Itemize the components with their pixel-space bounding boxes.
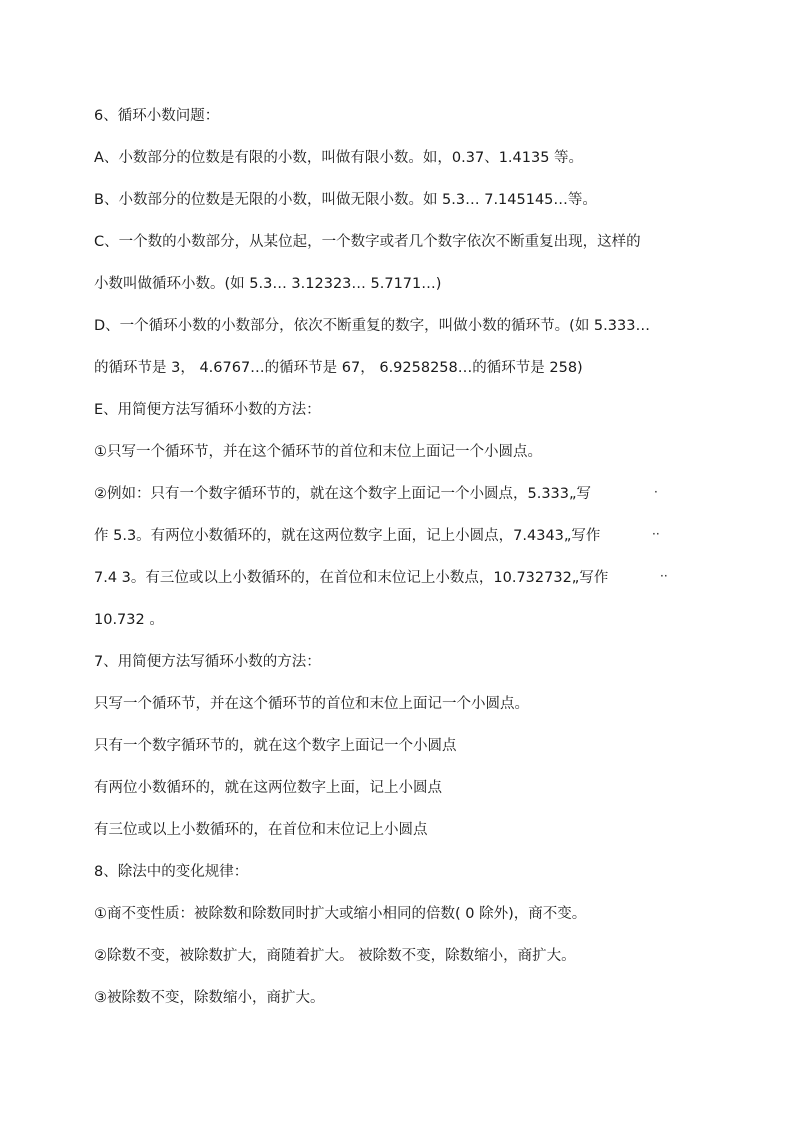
recurring-dot-mark: · [654, 485, 658, 499]
paragraph-b: B、小数部分的位数是无限的小数，叫做无限小数。如 5.3… 7.145145…等。 [94, 192, 597, 208]
item-e-2-line2: 作 5.3。有两位小数循环的，就在这两位数字上面，记上小圆点，7.4343„写作 [94, 528, 601, 544]
rule-8-2: ②除数不变，被除数扩大，商随着扩大。 被除数不变，除数缩小，商扩大。 [94, 948, 576, 964]
rule-7-3: 有两位小数循环的，就在这两位数字上面，记上小圆点 [94, 780, 442, 796]
item-e-2-line4: 10.732 。 [94, 612, 164, 628]
paragraph-c-line2: 小数叫做循环小数。(如 5.3… 3.12323… 5.7171…) [94, 276, 442, 292]
rule-7-4: 有三位或以上小数循环的，在首位和末位记上小圆点 [94, 822, 428, 838]
item-e-2-line1: ②例如：只有一个数字循环节的，就在这个数字上面记一个小圆点，5.333„写 [94, 486, 592, 502]
heading-e: E、用简便方法写循环小数的方法： [94, 402, 321, 418]
heading-6: 6、循环小数问题： [94, 108, 220, 124]
item-e-2-line3: 7.4 3。有三位或以上小数循环的，在首位和末位记上小数点，10.732732„写作 [94, 570, 609, 586]
paragraph-d-line2: 的循环节是 3， 4.6767…的循环节是 67， 6.9258258…的循环节是 258) [94, 360, 583, 376]
paragraph-d-line1: D、一个循环小数的小数部分，依次不断重复的数字，叫做小数的循环节。(如 5.333… [94, 318, 650, 334]
recurring-dot-mark: ·· [652, 527, 660, 541]
heading-8: 8、除法中的变化规律： [94, 864, 249, 880]
paragraph-a: A、小数部分的位数是有限的小数，叫做有限小数。如，0.37、1.4135 等。 [94, 150, 584, 166]
item-e-1: ①只写一个循环节，并在这个循环节的首位和末位上面记一个小圆点。 [94, 444, 542, 460]
rule-8-1: ①商不变性质：被除数和除数同时扩大或缩小相同的倍数( 0 除外)，商不变。 [94, 906, 587, 922]
rule-7-1: 只写一个循环节，并在这个循环节的首位和末位上面记一个小圆点。 [94, 696, 529, 712]
rule-7-2: 只有一个数字循环节的，就在这个数字上面记一个小圆点 [94, 738, 457, 754]
rule-8-3: ③被除数不变，除数缩小，商扩大。 [94, 990, 325, 1006]
recurring-dot-mark: ·· [660, 569, 668, 583]
heading-7: 7、用简便方法写循环小数的方法： [94, 654, 321, 670]
paragraph-c-line1: C、一个数的小数部分，从某位起，一个数字或者几个数字依次不断重复出现，这样的 [94, 234, 641, 250]
